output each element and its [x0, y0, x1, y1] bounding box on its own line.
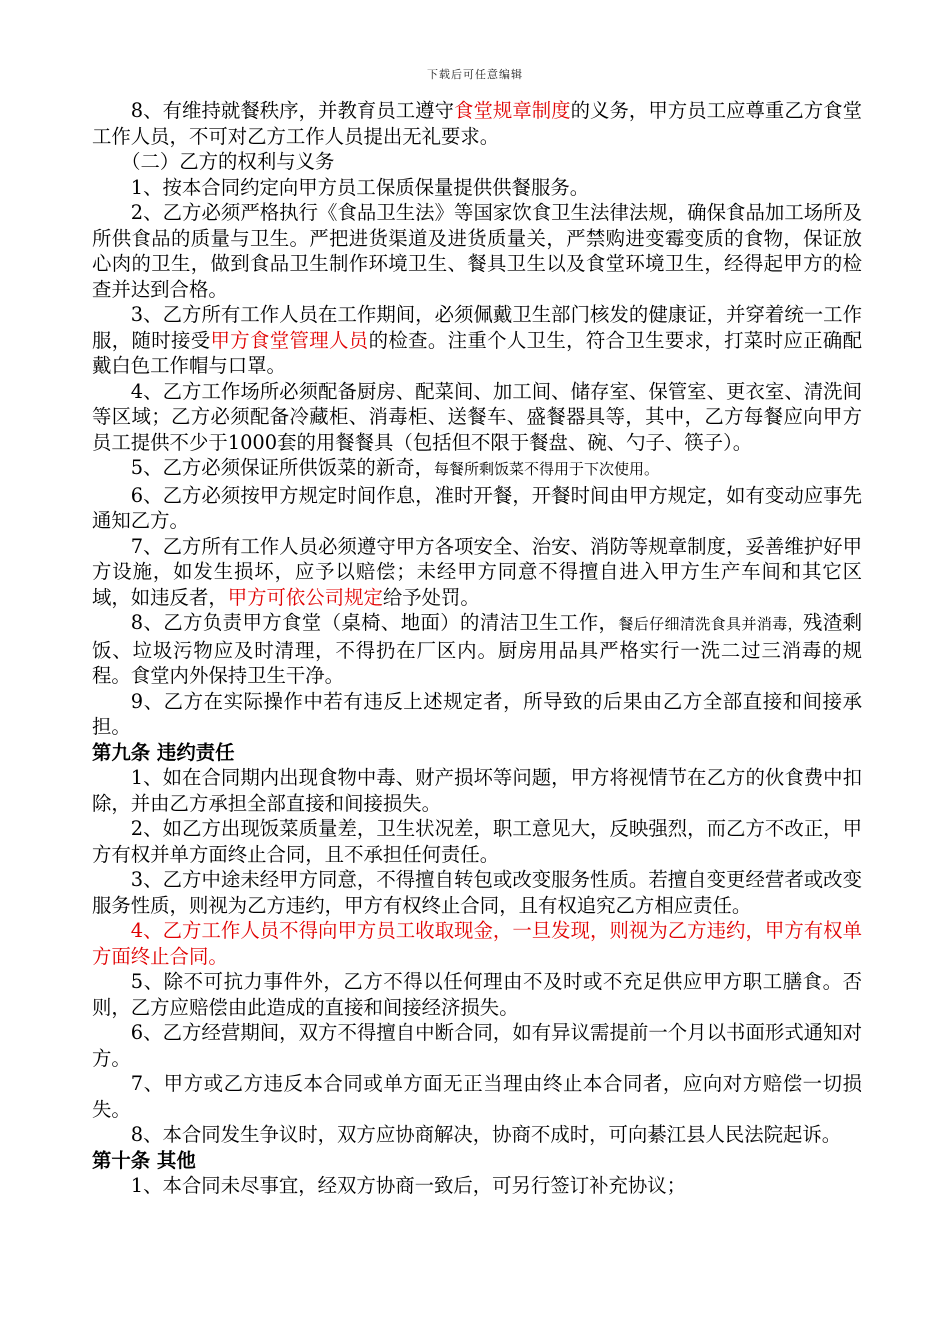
clause-b3: 3、乙方所有工作人员在工作期间，必须佩戴卫生部门核发的健康证，并穿着统一工作服，随时接受甲方食堂管理人员的检查。注重个人卫生，符合卫生要求，打菜时应正确配戴白色工作帽与口罩。: [92, 303, 863, 377]
clause-c5: 5、除不可抗力事件外，乙方不得以任何理由不及时或不充足供应甲方职工膳食。否则，乙方应赔偿由此造成的直接和间接经济损失。: [92, 970, 862, 1019]
clause-c2: 2、如乙方出现饭菜质量差，卫生状况差，职工意见大，反映强烈，而乙方不改正，甲方有权并单方面终止合同，且不承担任何责任。: [92, 817, 862, 866]
clause-b2: 2、乙方必须严格执行《食品卫生法》等国家饮食卫生法律法规，确保食品加工场所及所供食品的质量与卫生。严把进货渠道及进货质量关，严禁购进变霉变质的食物，保证放心肉的卫生，做到食品卫生制作环境卫生、餐具卫生以及食堂环境卫生，经得起甲方的检查并达到合格。: [92, 201, 862, 301]
highlight-company-rules: 甲方可依公司规定: [227, 585, 383, 609]
document-body: [92, 98, 862, 1199]
clause-c7: 7、甲方或乙方违反本合同或单方面无正当理由终止本合同者，应向对方赔偿一切损失。: [92, 1072, 862, 1121]
article-10-heading: 第十条 其他: [92, 1148, 196, 1172]
clause-c4: 4、乙方工作人员不得向甲方员工收取现金，一旦发现，则视为乙方违约，甲方有权单方面终止合同。: [92, 919, 862, 968]
clause-b9: 9、乙方在实际操作中若有违反上述规定者，所导致的后果由乙方全部直接和间接承担。: [92, 689, 862, 738]
clause-c8: 8、本合同发生争议时，双方应协商解决，协商不成时，可向綦江县人民法院起诉。: [130, 1123, 842, 1146]
clause-b5: 5、乙方必须保证所供饭菜的新奇，每餐所剩饭菜不得用于下次使用。: [130, 456, 660, 479]
clause-b4: 4、乙方工作场所必须配备厨房、配菜间、加工间、储存室、保管室、更衣室、清洗间等区域；乙方必须配备冷藏柜、消毒柜、送餐车、盛餐器具等，其中，乙方每餐应向甲方员工提供不少于1000套的用餐餐具（包括但不限于餐盘、碗、勺子、筷子）。: [92, 379, 862, 454]
clause-c1: 1、如在合同期内出现食物中毒、财产损坏等问题，甲方将视情节在乙方的伙食费中扣除，并由乙方承担全部直接和间接损失。: [92, 766, 862, 815]
clause-c6: 6、乙方经营期间，双方不得擅自中断合同，如有异议需提前一个月以书面形式通知对方。: [92, 1021, 862, 1070]
article-9-heading: 第九条 违约责任: [92, 740, 235, 764]
clause-b7: 7、乙方所有工作人员必须遵守甲方各项安全、治安、消防等规章制度，妥善维护好甲方设施，如发生损坏，应予以赔偿；未经甲方同意不得擅自进入甲方生产车间和其它区域，如违反者，甲方可依公司规定给予处罚。: [92, 534, 862, 609]
clause-b1: 1、按本合同约定向甲方员工保质保量提供供餐服务。: [130, 175, 590, 199]
clause-b6: 6、乙方必须按甲方规定时间作息，准时开餐，开餐时间由甲方规定，如有变动应事先通知乙方。: [92, 483, 862, 532]
clause-c3: 3、乙方中途未经甲方同意，不得擅自转包或改变服务性质。若擅自变更经营者或改变服务性质，则视为乙方违约，甲方有权终止合同，且有权追究乙方相应责任。: [92, 868, 862, 917]
section-heading-party-b: （二）乙方的权利与义务: [121, 150, 335, 173]
highlight-canteen-rules: 食堂规章制度: [454, 99, 571, 122]
highlight-canteen-managers: 甲方食堂管理人员: [210, 328, 369, 352]
page-header: 下载后可任意编辑: [427, 68, 523, 81]
clause-a8: 8、有维持就餐秩序，并教育员工遵守食堂规章制度的义务，甲方员工应尊重乙方食堂工作人员，不可对乙方工作人员提出无礼要求。: [92, 99, 863, 148]
clause-b8: 8、乙方负责甲方食堂（桌椅、地面）的清洁卫生工作，餐后仔细清洗食具并消毒，残渣剩饭、垃圾污物应及时清理，不得扔在厂区内。厨房用品具严格实行一洗二过三消毒的规程。食堂内外保持卫生干净。: [92, 611, 863, 687]
clause-d1: 1、本合同未尽事宜，经双方协商一致后，可另行签订补充协议；: [130, 1174, 687, 1197]
